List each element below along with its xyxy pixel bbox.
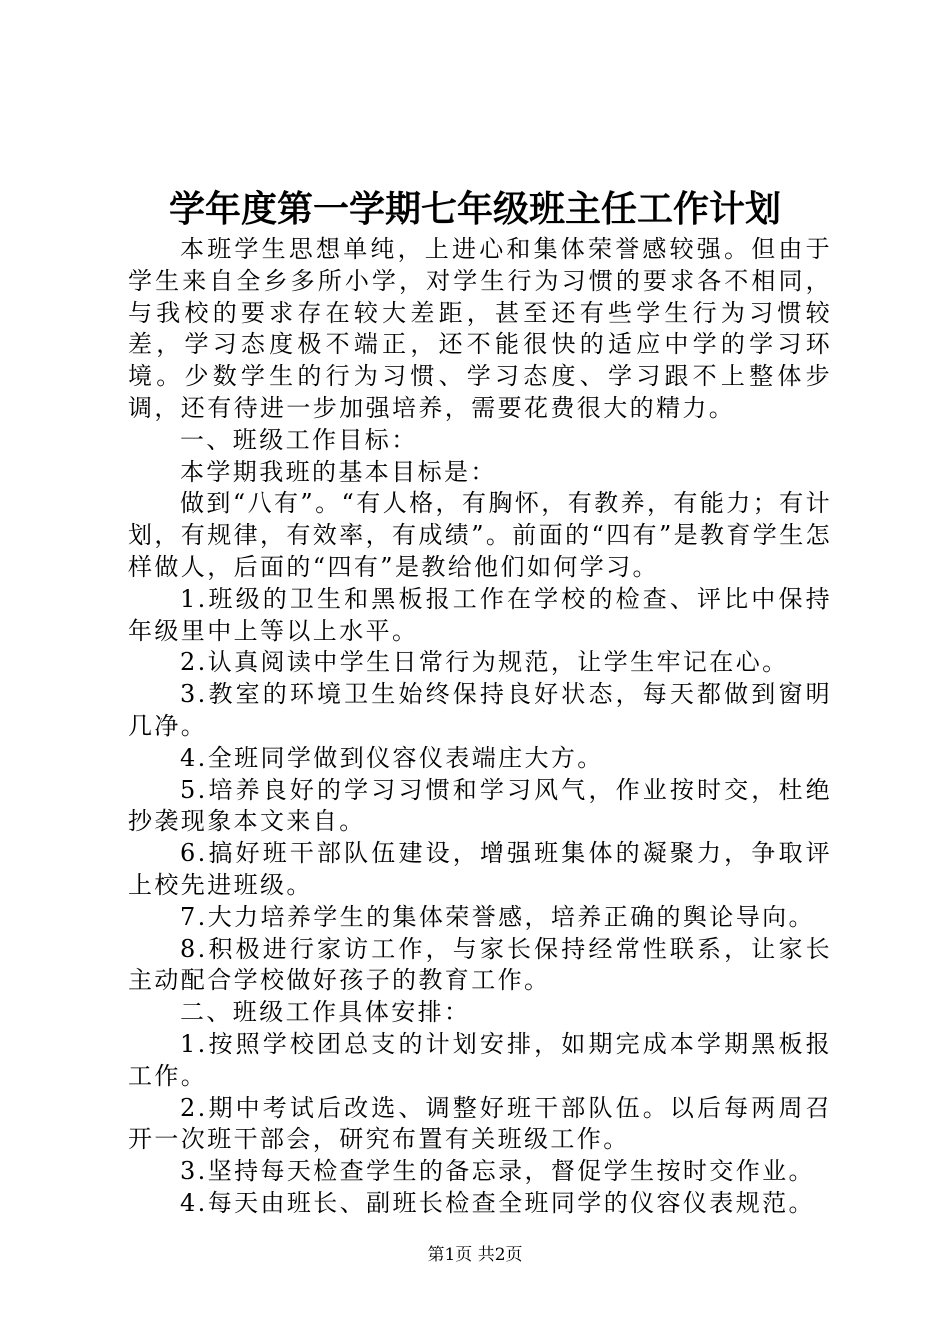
list-item: 5.培养良好的学习习惯和学习风气，作业按时交，杜绝抄袭现象本文来自。 (128, 775, 832, 836)
list-item: 6.搞好班干部队伍建设，增强班集体的凝聚力，争取评上校先进班级。 (128, 839, 832, 899)
list-item: 3.教室的环境卫生始终保持良好状态，每天都做到窗明几净。 (128, 680, 832, 740)
list-item: 4.每天由班长、副班长检查全班同学的仪容仪表规范。 (180, 1188, 815, 1217)
list-item: 7.大力培养学生的集体荣誉感，培养正确的舆论导向。 (180, 902, 815, 931)
list-item: 3.坚持每天检查学生的备忘录，督促学生按时交作业。 (180, 1157, 815, 1186)
paragraph: 做到“八有”。“有人格，有胸怀，有教养，有能力；有计划，有规律，有效率，有成绩”。前面的“四有”是教育学生怎样做人，后面的“四有”是教给他们如何学习。 (128, 489, 833, 581)
section-heading-arrangements: 二、班级工作具体安排： (180, 998, 471, 1027)
list-item: 1.班级的卫生和黑板报工作在学校的检查、评比中保持年级里中上等以上水平。 (128, 584, 832, 645)
paragraph-intro: 本班学生思想单纯，上进心和集体荣誉感较强。但由于学生来自全乡多所小学，对学生行为习惯的要求各不相同，与我校的要求存在较大差距，甚至还有些学生行为习惯较差，学习态度极不端正，还不能很快的适应中学的学习环境。少数学生的行为习惯、学习态度、学习跟不上整体步调，还有待进一步加强培养，需要花费很大的精力。 (128, 235, 832, 422)
list-item: 1.按照学校团总支的计划安排，如期完成本学期黑板报工作。 (128, 1029, 832, 1090)
page-number-footer: 第1页 共2页 (427, 1245, 523, 1265)
list-item: 8.积极进行家访工作，与家长保持经常性联系，让家长主动配合学校做好孩子的教育工作。 (128, 934, 832, 995)
list-item: 2.认真阅读中学生日常行为规范，让学生牢记在心。 (180, 648, 789, 677)
document-body (128, 234, 832, 1220)
list-item: 4.全班同学做到仪容仪表端庄大方。 (180, 743, 604, 772)
document-title: 学年度第一学期七年级班主任工作计划 (168, 188, 781, 230)
paragraph: 本学期我班的基本目标是： (180, 457, 497, 486)
list-item: 2.期中考试后改选、调整好班干部队伍。以后每两周召开一次班干部会，研究布置有关班级工作。 (128, 1093, 832, 1154)
section-heading-goals: 一、班级工作目标： (180, 425, 418, 454)
